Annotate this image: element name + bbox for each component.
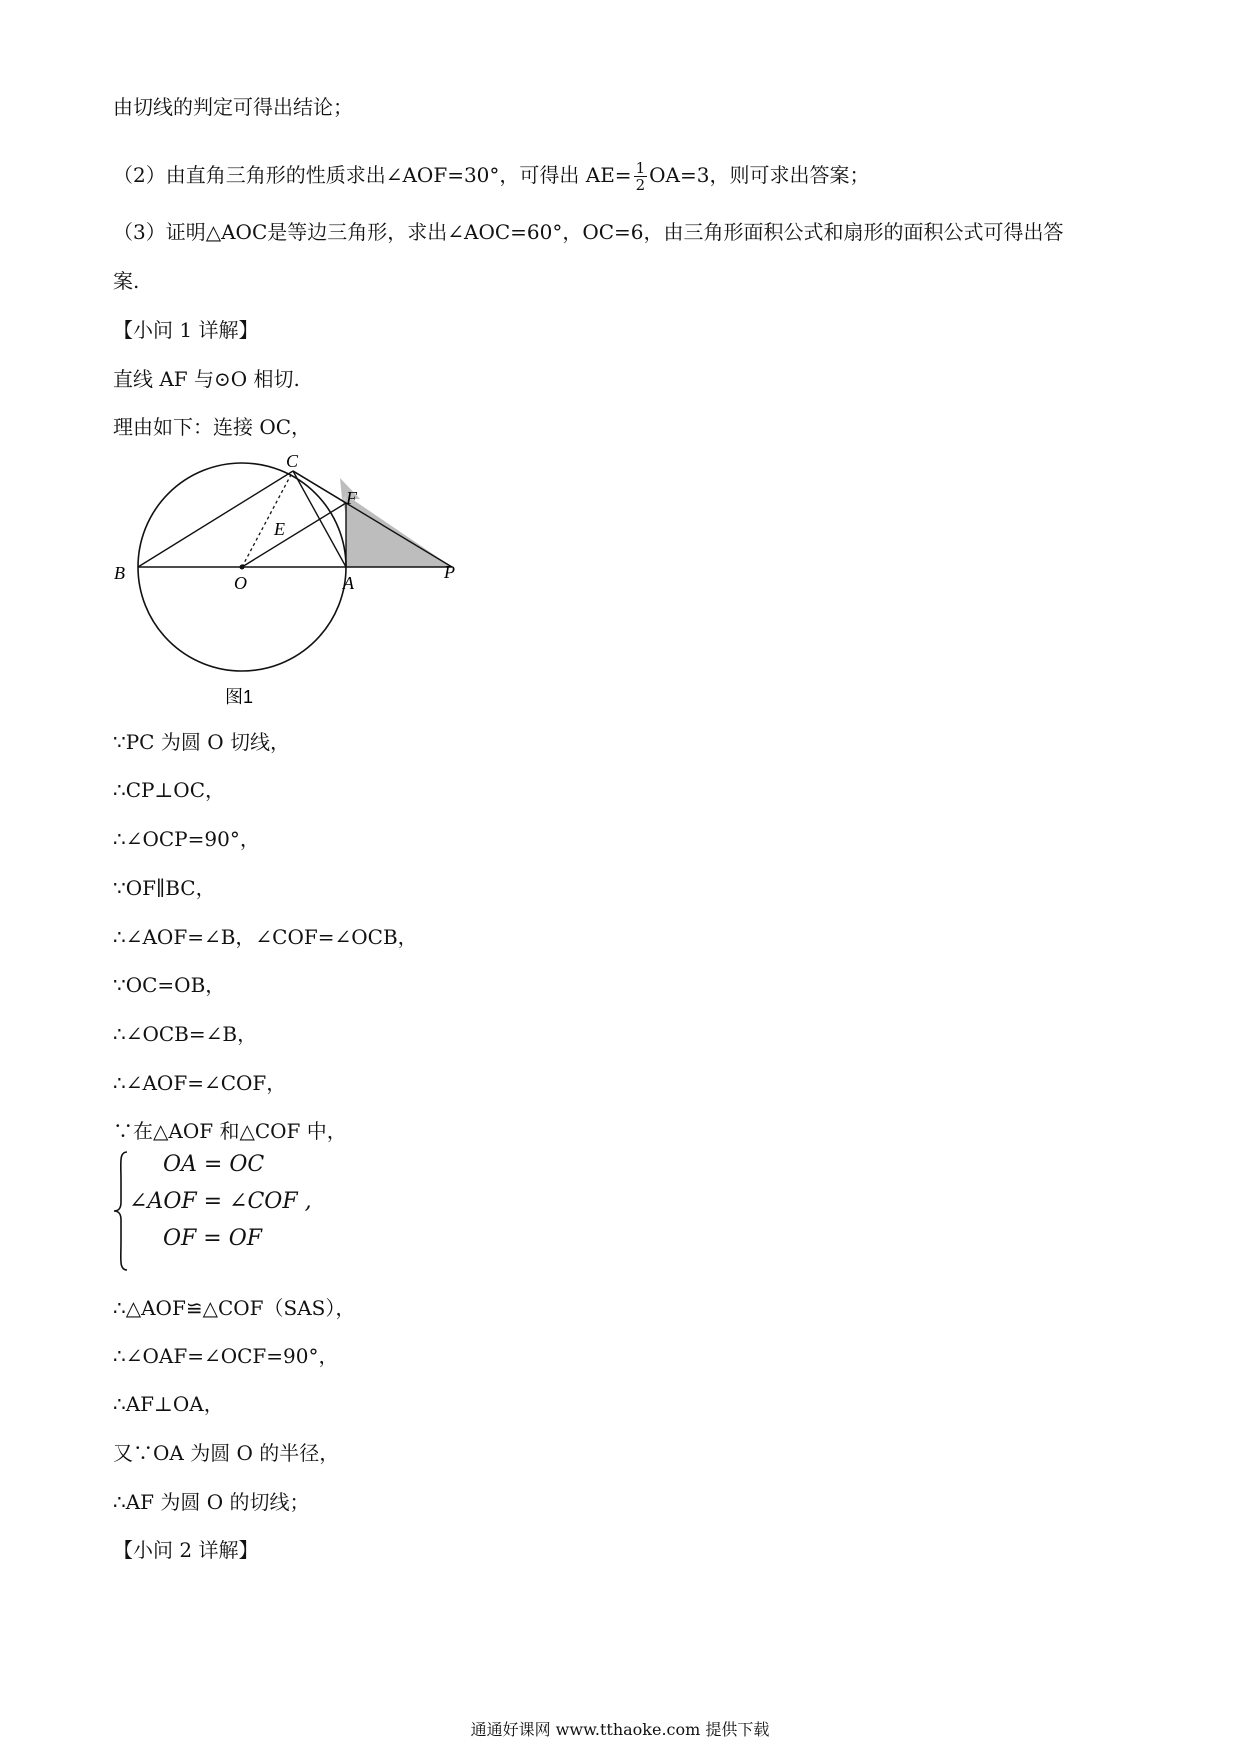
proof-step: ∴∠OAF=∠OCF=90°， bbox=[113, 1344, 339, 1368]
line-oc-dotted bbox=[242, 471, 293, 567]
geometry-figure bbox=[110, 448, 470, 710]
proof-step: ∵OC=OB， bbox=[113, 973, 226, 997]
line-bc bbox=[138, 471, 293, 567]
label-c: C bbox=[286, 451, 299, 471]
label-a: A bbox=[343, 573, 354, 593]
left-brace-icon bbox=[113, 1150, 129, 1272]
text-segment: （2）由直角三角形的性质求出∠AOF=30°，可得出 AE= bbox=[113, 163, 632, 187]
equation-system bbox=[113, 1150, 353, 1272]
line-of bbox=[242, 503, 346, 567]
text-line: （3）证明△AOC是等边三角形，求出∠AOC=60°，OC=6，由三角形面积公式和扇形的面积公式可得出答 bbox=[113, 220, 1064, 244]
equation-row: OA = OC bbox=[163, 1152, 265, 1177]
proof-step: ∵PC 为圆 O 切线， bbox=[113, 730, 290, 754]
proof-step: ∴AF 为圆 O 的切线； bbox=[113, 1490, 310, 1514]
proof-step: ∴CP⊥OC， bbox=[113, 778, 225, 802]
fraction-denominator: 2 bbox=[635, 176, 646, 194]
proof-step: ∴∠OCB=∠B， bbox=[113, 1022, 258, 1046]
text-line: 案. bbox=[113, 269, 140, 293]
equation-row: OF = OF bbox=[163, 1226, 263, 1251]
figure-caption: 图1 bbox=[225, 687, 254, 707]
text-line: 由切线的判定可得出结论； bbox=[113, 95, 353, 119]
equation-row: ∠AOF = ∠COF , bbox=[129, 1189, 312, 1214]
label-b: B bbox=[114, 563, 125, 583]
text-line: 理由如下：连接 OC， bbox=[113, 415, 312, 439]
proof-step: ∴AF⊥OA， bbox=[113, 1392, 224, 1416]
proof-step: ∵在△AOF 和△COF 中， bbox=[113, 1119, 347, 1143]
text-line: 直线 AF 与⊙O 相切. bbox=[113, 367, 300, 391]
proof-step: ∴∠OCP=90°， bbox=[113, 827, 260, 851]
text-segment: OA=3，则可求出答案； bbox=[649, 163, 870, 187]
label-p: P bbox=[444, 562, 455, 582]
section-heading: 【小问 1 详解】 bbox=[113, 318, 259, 342]
proof-step: ∴∠AOF=∠COF， bbox=[113, 1071, 287, 1095]
label-e: E bbox=[274, 519, 285, 539]
section-heading: 【小问 2 详解】 bbox=[113, 1538, 259, 1562]
fraction bbox=[634, 160, 648, 193]
proof-step: ∴△AOF≌△COF（SAS）， bbox=[113, 1296, 356, 1320]
shaded-triangle bbox=[346, 495, 452, 567]
proof-step: 又∵OA 为圆 O 的半径， bbox=[113, 1441, 340, 1465]
text-line-with-fraction bbox=[113, 160, 869, 193]
footer-source: 通通好课网 www.tthaoke.com 提供下载 bbox=[470, 1720, 770, 1739]
proof-step: ∵OF∥BC， bbox=[113, 876, 216, 900]
label-o: O bbox=[234, 573, 247, 593]
label-f: F bbox=[346, 488, 357, 508]
center-point-o bbox=[240, 565, 245, 570]
fraction-numerator: 1 bbox=[635, 159, 646, 177]
proof-step: ∴∠AOF=∠B，∠COF=∠OCB， bbox=[113, 925, 418, 949]
